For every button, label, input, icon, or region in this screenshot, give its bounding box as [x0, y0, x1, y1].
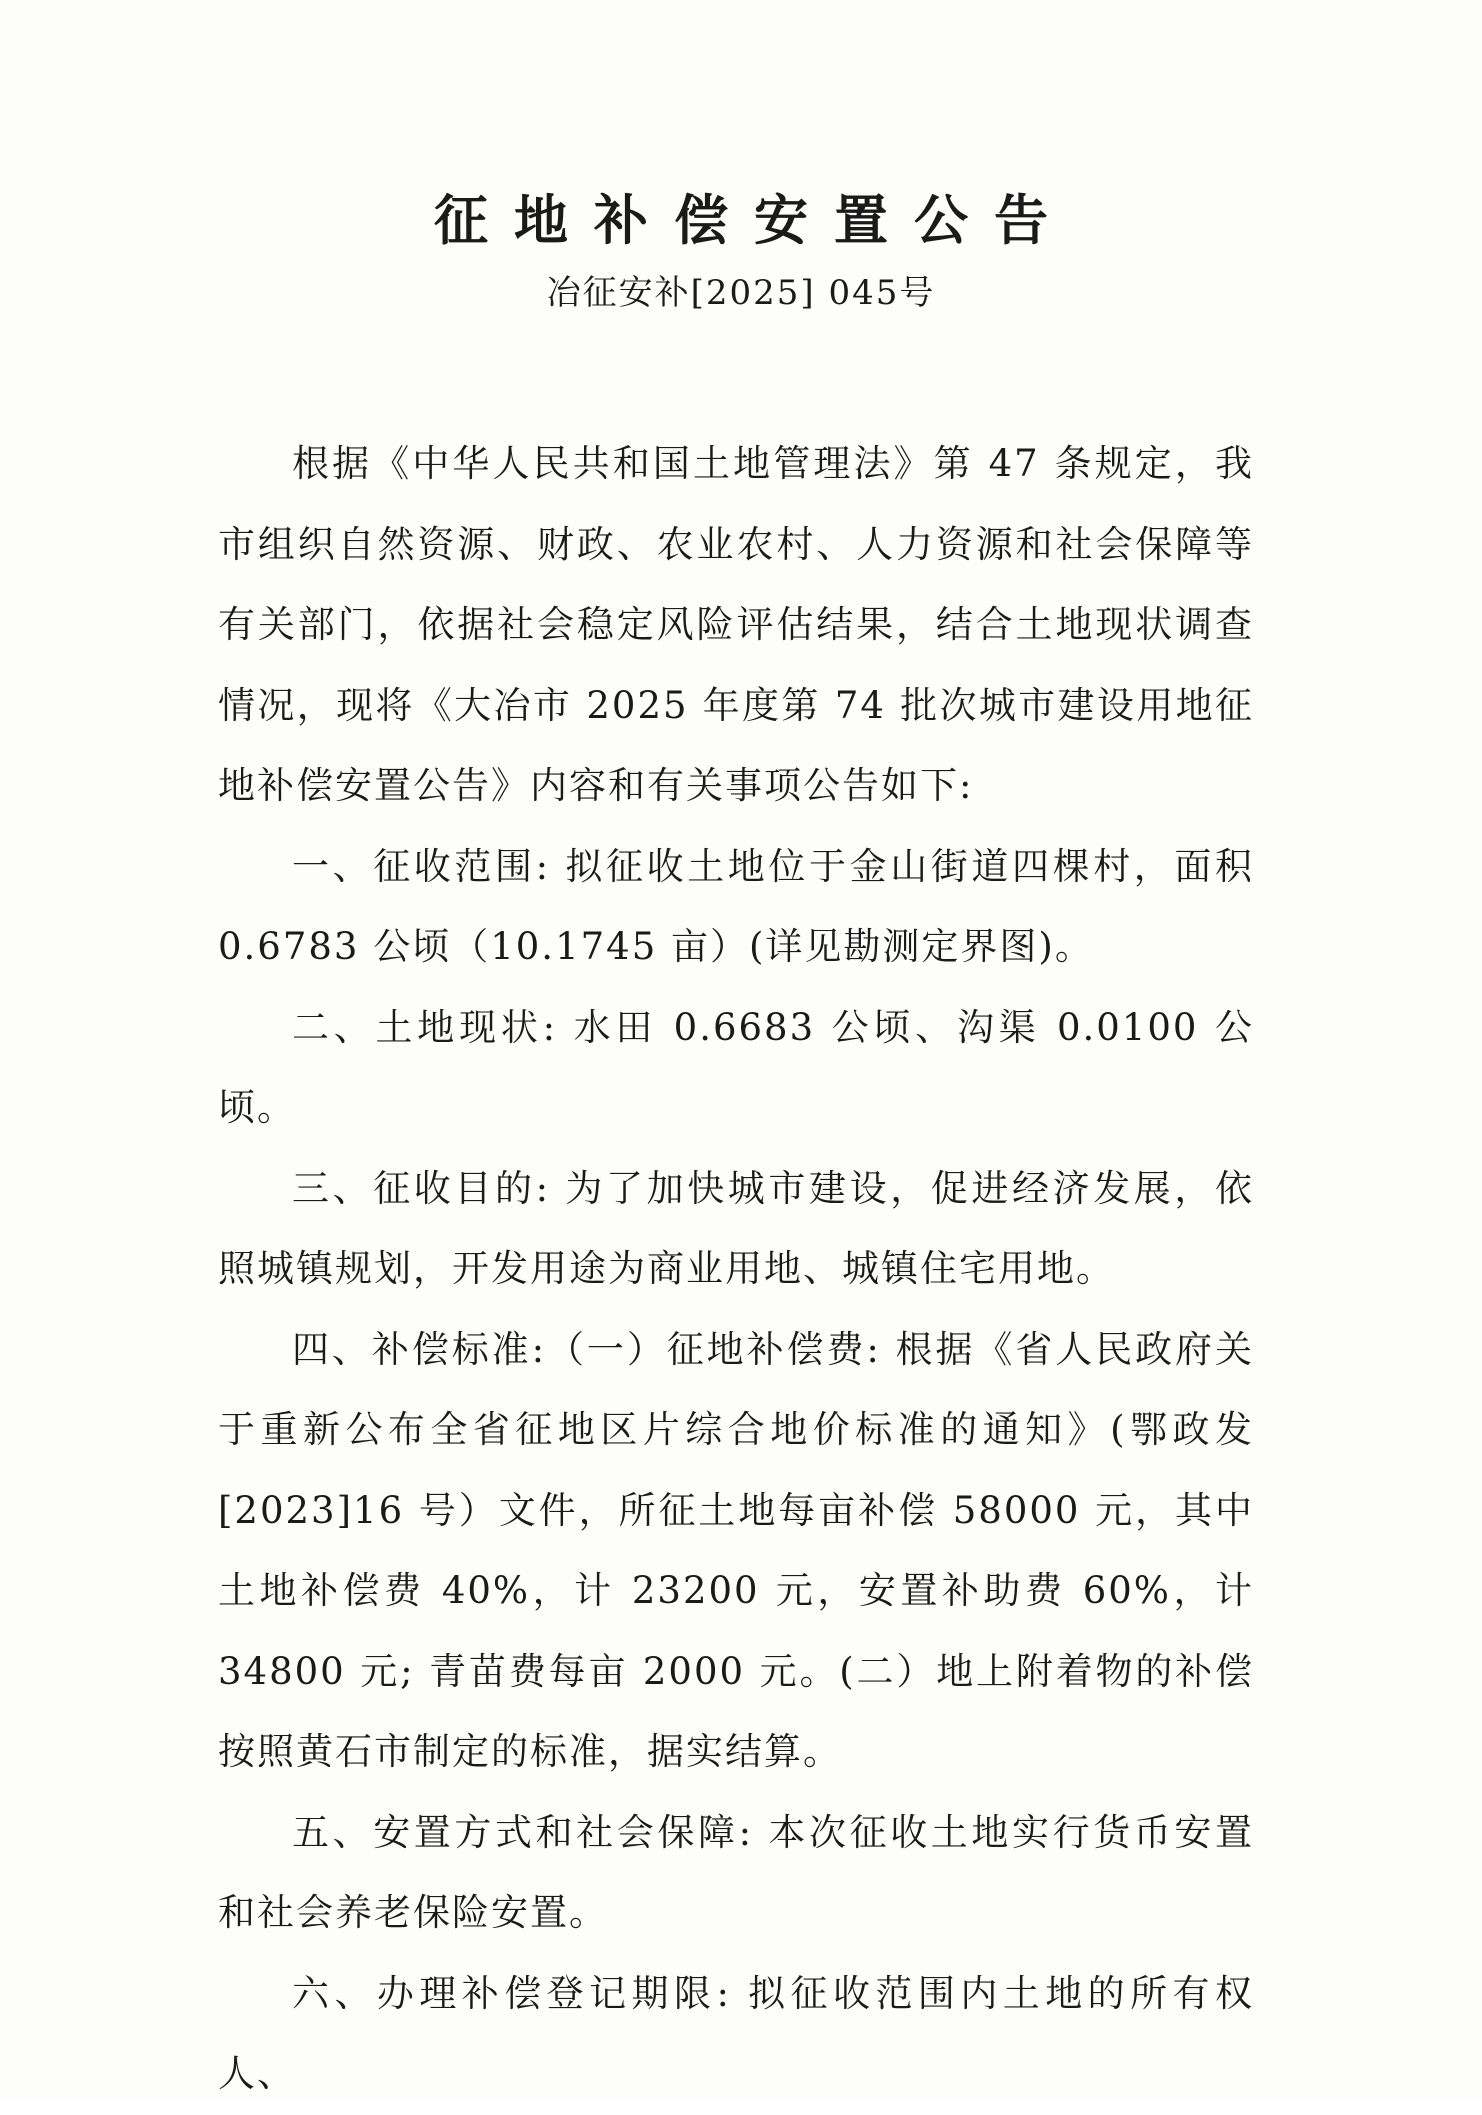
- document-number: 冶征安补[2025] 045号: [546, 273, 936, 313]
- paragraph-intro: 根据《中华人民共和国土地管理法》第 47 条规定，我市组织自然资源、财政、农业农村、人力资源和社会保障等有关部门，依据社会稳定风险评估结果，结合土地现状调查情况，现将《大冶市 2025 年度第 74 批次城市建设用地征地补偿安置公告》内容和有关事项公告如下:: [218, 442, 1254, 807]
- paragraph-registration-deadline: 六、办理补偿登记期限: 拟征收范围内土地的所有权人、: [218, 1971, 1254, 2095]
- paragraph-compensation-standard: 四、补偿标准:（一）征地补偿费: 根据《省人民政府关于重新公布全省征地区片综合地价标准的通知》(鄂政发[2023]16 号）文件，所征土地每亩补偿 58000 元，其中土地补偿费 40%，计 23200 元，安置补助费 60%，计 34800 元; 青苗费每亩 2000 元。(二）地上附着物的补偿按照黄石市制定的标准，据实结算。: [218, 1327, 1254, 1773]
- paragraph-resettlement: 五、安置方式和社会保障: 本次征收土地实行货币安置和社会养老保险安置。: [218, 1810, 1254, 1934]
- paragraph-land-status: 二、土地现状: 水田 0.6683 公顷、沟渠 0.0100 公顷。: [218, 1005, 1254, 1129]
- page-title: 征地补偿安置公告: [434, 189, 1074, 252]
- paragraph-purpose: 三、征收目的: 为了加快城市建设，促进经济发展，依照城镇规划，开发用途为商业用地、城镇住宅用地。: [218, 1166, 1254, 1290]
- paragraph-scope: 一、征收范围: 拟征收土地位于金山街道四棵村，面积 0.6783 公顷（10.1745 亩）(详见勘测定界图)。: [218, 844, 1254, 968]
- document-body: [218, 424, 1254, 2115]
